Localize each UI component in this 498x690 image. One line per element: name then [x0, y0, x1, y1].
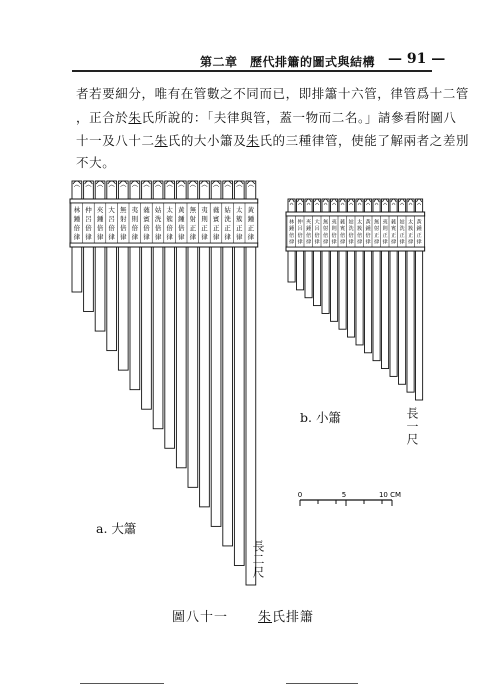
zhu-underlined: 朱: [128, 110, 142, 125]
large-pipe-note: 無射正律: [189, 206, 197, 242]
large-panpipe-length: 長二尺: [251, 540, 265, 579]
small-pipe-note: 夷則正律: [382, 219, 388, 246]
figure-caption: 圖八十一 朱氏排簫: [172, 610, 315, 625]
chapter-title: 第二章 歷代排簫的圖式與結構: [200, 55, 376, 69]
footer-rule-right: [286, 683, 358, 684]
large-pipe-note: 蕤賓倍律: [143, 206, 150, 242]
small-pipe-note: 蕤賓正律: [390, 219, 397, 246]
small-pipe-note: 夷則倍律: [331, 219, 337, 246]
large-pipe-note: 林鍾倍律: [73, 206, 81, 242]
footer-rule-left: [80, 683, 164, 684]
small-panpipe-label: b. 小簫: [300, 410, 341, 425]
small-pipe-note: 仲呂倍律: [297, 219, 303, 246]
zhu-underlined: 朱: [154, 133, 168, 148]
large-pipe-note: 蕤賓正律: [212, 206, 220, 242]
large-pipe-note: 太簇倍律: [166, 206, 173, 242]
large-pipe-note: 夷則正律: [201, 206, 208, 242]
zhu-underlined: 朱: [246, 133, 260, 148]
small-pipe-note: 大呂倍律: [314, 219, 320, 246]
large-pipe-note: 黃鍾倍律: [178, 206, 185, 242]
small-pipe-note: 黃鍾正律: [416, 219, 422, 246]
large-pipe-note: 仲呂倍律: [85, 206, 92, 242]
small-pipe-note: 太簇倍律: [356, 219, 363, 246]
body-line-2: ，正合於朱氏所說的：「夫律與管，蓋一物而二名。」請參看附圖八: [76, 110, 457, 125]
zhu-underlined: 朱: [258, 610, 273, 625]
scale-tick-10: 10 CM: [378, 491, 402, 499]
small-pipe-note: 黃鍾倍律: [365, 219, 371, 246]
scale-tick-0: 0: [297, 491, 303, 499]
large-pipe-note: 夾鍾倍律: [96, 206, 104, 242]
scale-tick-5: 5: [341, 491, 347, 499]
large-panpipe-label: a. 大簫: [96, 521, 137, 536]
small-pipe-note: 蕤賓倍律: [339, 219, 346, 246]
large-pipe-note: 無射倍律: [120, 206, 127, 242]
large-pipe-note: 姑洗倍律: [154, 206, 162, 242]
small-pipe-note: 林鍾倍律: [288, 219, 295, 246]
body-line-3: 十一及八十二朱氏的大小簫及朱氏的三種律管，使能了解兩者之差別: [76, 133, 470, 148]
small-pipe-note: 姑洗正律: [399, 219, 405, 246]
page-number: — 91 —: [388, 51, 446, 67]
small-pipe-note: 姑洗倍律: [348, 219, 354, 246]
large-pipe-note: 黃鍾正律: [247, 206, 255, 242]
small-pipe-note: 太簇正律: [407, 219, 414, 246]
large-pipe-note: 太簇正律: [236, 206, 243, 242]
scale-bar: [298, 491, 401, 506]
large-pipe-note: 夷則倍律: [131, 206, 139, 242]
body-line-1: 者若要細分，唯有在管數之不同而已，即排簫十六管，律管爲十二管: [76, 86, 470, 101]
small-pipe-note: 無射正律: [373, 219, 380, 246]
small-panpipe-length: 長一尺: [405, 407, 419, 446]
small-panpipe-drawing: [286, 199, 425, 400]
body-line-4: 不大。: [76, 155, 116, 170]
large-pipe-note: 大呂倍律: [108, 206, 115, 242]
large-pipe-note: 姑洗正律: [224, 206, 231, 242]
small-pipe-note: 無射倍律: [322, 219, 329, 246]
small-pipe-note: 夾鍾倍律: [305, 219, 312, 246]
